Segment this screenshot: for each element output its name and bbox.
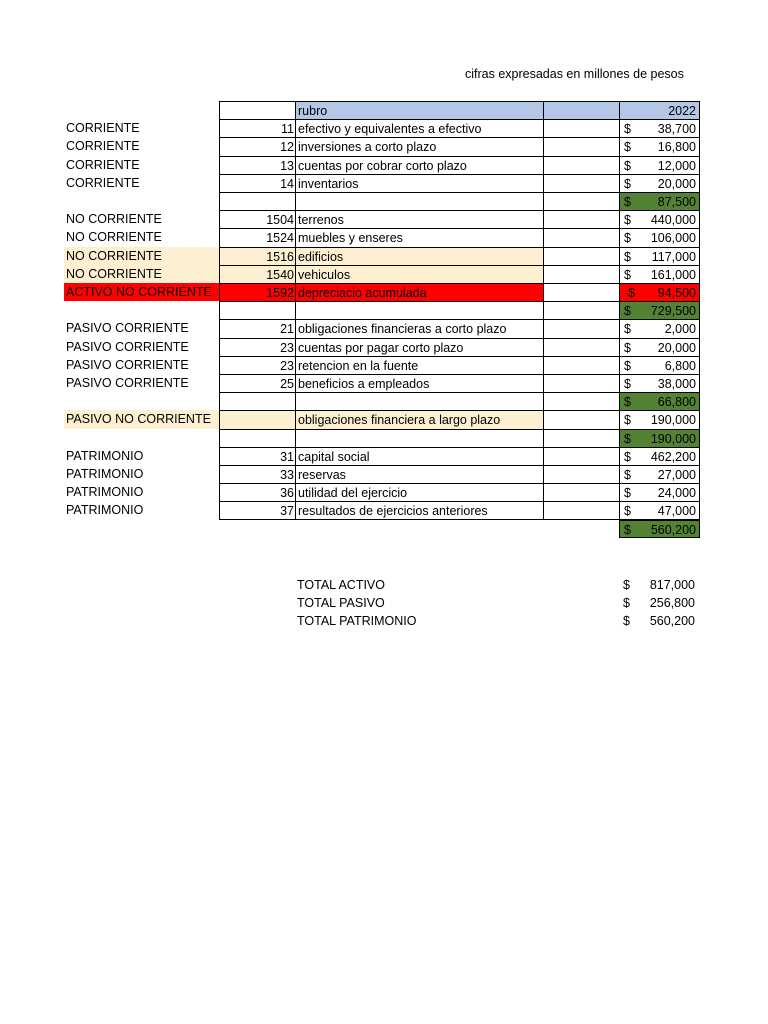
rubro-cell[interactable]: terrenos — [295, 210, 543, 228]
empty-cell[interactable] — [543, 283, 619, 301]
currency-symbol: $ — [624, 267, 631, 282]
classification-cell[interactable]: PATRIMONIO — [66, 485, 144, 500]
subtotal-row — [64, 392, 704, 410]
classification-cell[interactable]: PASIVO CORRIENTE — [66, 321, 189, 336]
value-cell[interactable] — [619, 210, 700, 228]
classification-cell[interactable]: CORRIENTE — [66, 139, 140, 154]
rubro-cell[interactable] — [295, 301, 543, 319]
rubro-cell[interactable]: efectivo y equivalentes a efectivo — [295, 119, 543, 137]
rubro-cell[interactable]: obligaciones financieras a corto plazo — [295, 319, 543, 337]
account-code-cell[interactable]: 1504 — [219, 210, 295, 228]
currency-symbol: $ — [624, 322, 631, 337]
account-code-cell[interactable]: 1592 — [219, 283, 295, 301]
subtotal-value[interactable] — [619, 429, 700, 447]
classification-cell[interactable]: NO CORRIENTE — [64, 265, 219, 283]
classification-cell[interactable]: CORRIENTE — [66, 175, 140, 190]
rubro-cell[interactable]: capital social — [295, 447, 543, 465]
empty-cell[interactable] — [543, 247, 619, 265]
rubro-cell[interactable]: cuentas por pagar corto plazo — [295, 338, 543, 356]
currency-symbol: $ — [624, 176, 631, 191]
rubro-cell[interactable]: inversiones a corto plazo — [295, 137, 543, 155]
empty-cell[interactable] — [543, 392, 619, 410]
classification-cell[interactable]: NO CORRIENTE — [64, 247, 219, 265]
header-empty-cell[interactable] — [543, 101, 619, 119]
empty-cell[interactable] — [543, 210, 619, 228]
code-cell[interactable] — [219, 301, 295, 319]
account-code-cell[interactable]: 23 — [219, 356, 295, 374]
subtotal-amount: 87,500 — [657, 195, 696, 209]
amount: 20,000 — [657, 176, 696, 191]
units-note: cifras expresadas en millones de pesos — [465, 67, 684, 81]
currency-symbol: $ — [624, 413, 631, 428]
account-code-cell[interactable]: 23 — [219, 338, 295, 356]
rubro-cell[interactable]: vehiculos — [295, 265, 543, 283]
header-row — [64, 101, 704, 119]
currency-symbol: $ — [624, 486, 631, 501]
classification-cell[interactable]: CORRIENTE — [66, 121, 140, 136]
header-year[interactable]: 2022 — [619, 101, 700, 119]
account-code-cell[interactable]: 13 — [219, 156, 295, 174]
header-code-cell[interactable] — [219, 101, 295, 119]
classification-cell[interactable]: PATRIMONIO — [66, 503, 144, 518]
currency-symbol: $ — [623, 596, 630, 611]
rubro-cell[interactable]: depreciacio acumulada — [295, 283, 543, 301]
empty-cell[interactable] — [543, 465, 619, 483]
empty-cell[interactable] — [543, 228, 619, 246]
account-code-cell[interactable]: 25 — [219, 374, 295, 392]
rubro-cell[interactable] — [295, 192, 543, 210]
amount: 94,500 — [657, 286, 696, 300]
subtotal-row — [64, 429, 704, 447]
amount: 161,000 — [650, 267, 696, 282]
amount: 12,000 — [657, 158, 696, 173]
subtotal-amount: 66,800 — [657, 395, 696, 410]
amount: 440,000 — [650, 213, 696, 228]
table-row — [64, 265, 704, 283]
amount: 20,000 — [657, 340, 696, 355]
empty-cell[interactable] — [543, 301, 619, 319]
currency-symbol: $ — [624, 377, 631, 391]
account-code-cell[interactable]: 21 — [219, 319, 295, 337]
total-label: TOTAL PASIVO — [297, 596, 385, 611]
header-rubro[interactable]: rubro — [295, 101, 543, 119]
currency-symbol: $ — [623, 614, 630, 629]
empty-cell[interactable] — [543, 429, 619, 447]
empty-cell[interactable] — [543, 174, 619, 192]
currency-symbol: $ — [624, 522, 631, 537]
currency-symbol: $ — [624, 340, 631, 355]
table-row — [64, 501, 704, 519]
table-row — [64, 338, 704, 356]
empty-cell[interactable] — [543, 265, 619, 283]
amount: 38,000 — [657, 377, 696, 391]
account-code-cell[interactable]: 37 — [219, 501, 295, 519]
empty-cell[interactable] — [543, 119, 619, 137]
currency-symbol: $ — [624, 431, 631, 446]
table-row — [64, 174, 704, 192]
currency-symbol: $ — [624, 213, 631, 228]
amount: 16,800 — [657, 140, 696, 155]
value-cell[interactable] — [619, 265, 700, 283]
subtotal-value[interactable] — [619, 520, 700, 538]
amount: 462,200 — [650, 449, 696, 464]
account-code-cell[interactable]: 1516 — [219, 247, 295, 265]
amount: 27,000 — [657, 468, 696, 482]
total-label: TOTAL PATRIMONIO — [297, 614, 417, 629]
currency-symbol: $ — [624, 358, 631, 373]
rubro-cell[interactable]: muebles y enseres — [295, 228, 543, 246]
value-cell[interactable] — [619, 356, 700, 374]
rubro-cell[interactable]: reservas — [295, 465, 543, 483]
account-code-cell[interactable]: 33 — [219, 465, 295, 483]
amount: 47,000 — [657, 504, 696, 519]
currency-symbol: $ — [624, 504, 631, 519]
rubro-cell[interactable]: resultados de ejercicios anteriores — [295, 501, 543, 519]
code-cell[interactable] — [219, 429, 295, 447]
rubro-cell[interactable]: inventarios — [295, 174, 543, 192]
currency-symbol: $ — [624, 158, 631, 173]
total-label: TOTAL ACTIVO — [297, 578, 385, 592]
code-cell[interactable] — [219, 392, 295, 410]
account-code-cell[interactable]: 11 — [219, 119, 295, 137]
empty-cell[interactable] — [543, 137, 619, 155]
account-code-cell[interactable]: 12 — [219, 137, 295, 155]
value-cell[interactable] — [619, 501, 700, 519]
classification-cell[interactable]: PATRIMONIO — [66, 467, 144, 481]
currency-symbol: $ — [624, 195, 631, 209]
classification-cell[interactable]: CORRIENTE — [66, 157, 140, 172]
classification-cell[interactable]: NO CORRIENTE — [66, 212, 162, 227]
empty-cell[interactable] — [543, 501, 619, 519]
rubro-cell[interactable]: retencion en la fuente — [295, 356, 543, 374]
empty-cell[interactable] — [543, 192, 619, 210]
rubro-cell[interactable]: obligaciones financiera a largo plazo — [295, 410, 543, 428]
empty-cell[interactable] — [543, 356, 619, 374]
amount: 6,800 — [664, 358, 696, 373]
table-row — [64, 374, 704, 392]
empty-cell[interactable] — [543, 374, 619, 392]
classification-cell[interactable]: NO CORRIENTE — [66, 230, 162, 245]
amount: 24,000 — [657, 486, 696, 501]
table-row — [64, 137, 704, 155]
amount: 117,000 — [651, 249, 696, 264]
subtotal-row — [64, 301, 704, 319]
subtotal-value[interactable] — [619, 392, 700, 410]
classification-cell[interactable]: PASIVO CORRIENTE — [66, 376, 189, 390]
rubro-cell[interactable]: beneficios a empleados — [295, 374, 543, 392]
empty-cell[interactable] — [543, 483, 619, 501]
account-code-cell[interactable]: 1524 — [219, 228, 295, 246]
table-row — [64, 119, 704, 137]
table-row — [64, 283, 704, 301]
amount: 38,700 — [657, 122, 696, 137]
currency-symbol: $ — [624, 395, 631, 410]
currency-symbol: $ — [624, 468, 631, 482]
table-row — [64, 447, 704, 465]
total-amount: 817,000 — [649, 578, 695, 592]
table-row — [64, 483, 704, 501]
subtotal-row — [64, 520, 704, 538]
empty-cell[interactable] — [543, 338, 619, 356]
empty-cell[interactable] — [543, 319, 619, 337]
empty-cell[interactable] — [543, 447, 619, 465]
total-amount: 560,200 — [649, 614, 695, 629]
currency-symbol: $ — [624, 249, 631, 264]
value-cell[interactable] — [619, 483, 700, 501]
amount: 2,000 — [664, 322, 696, 337]
subtotal-value[interactable] — [619, 192, 700, 210]
classification-cell[interactable]: PASIVO CORRIENTE — [66, 357, 189, 372]
value-cell[interactable] — [619, 465, 700, 483]
code-cell[interactable] — [219, 192, 295, 210]
amount: 190,000 — [650, 413, 696, 428]
account-code-cell[interactable]: 36 — [219, 483, 295, 501]
table-row — [64, 356, 704, 374]
value-cell[interactable] — [619, 410, 700, 428]
total-row — [297, 612, 707, 630]
account-code-cell[interactable] — [219, 410, 295, 428]
empty-cell[interactable] — [543, 156, 619, 174]
table-row — [64, 210, 704, 228]
rubro-cell[interactable] — [295, 429, 543, 447]
classification-cell[interactable]: PATRIMONIO — [66, 448, 144, 463]
account-code-cell[interactable]: 14 — [219, 174, 295, 192]
value-cell[interactable] — [619, 119, 700, 137]
account-code-cell[interactable]: 1540 — [219, 265, 295, 283]
currency-symbol: $ — [624, 231, 631, 246]
table-row — [64, 410, 704, 428]
rubro-cell[interactable]: cuentas por cobrar corto plazo — [295, 156, 543, 174]
value-cell[interactable] — [619, 137, 700, 155]
table-row — [64, 156, 704, 174]
subtotal-value[interactable] — [619, 301, 700, 319]
currency-symbol: $ — [624, 449, 631, 464]
value-cell[interactable] — [619, 338, 700, 356]
rubro-cell[interactable] — [295, 392, 543, 410]
total-row — [297, 594, 707, 612]
classification-cell[interactable]: ACTIVO NO CORRIENTE — [64, 283, 219, 301]
subtotal-amount: 190,000 — [650, 431, 696, 446]
amount: 106,000 — [650, 231, 696, 246]
table-row — [64, 228, 704, 246]
currency-symbol: $ — [624, 122, 631, 137]
table-row — [64, 247, 704, 265]
currency-symbol: $ — [624, 304, 631, 319]
subtotal-row — [64, 192, 704, 210]
account-code-cell[interactable]: 31 — [219, 447, 295, 465]
subtotal-amount: 729,500 — [650, 304, 696, 319]
table-row — [64, 319, 704, 337]
value-cell[interactable] — [619, 374, 700, 392]
empty-cell[interactable] — [543, 410, 619, 428]
value-cell[interactable] — [619, 319, 700, 337]
value-cell[interactable] — [619, 447, 700, 465]
currency-symbol: $ — [623, 578, 630, 592]
classification-cell[interactable]: PASIVO NO CORRIENTE — [64, 410, 219, 428]
rubro-cell[interactable]: edificios — [295, 247, 543, 265]
value-cell[interactable] — [619, 156, 700, 174]
currency-symbol: -$ — [624, 286, 636, 300]
rubro-cell[interactable]: utilidad del ejercicio — [295, 483, 543, 501]
classification-cell[interactable]: PASIVO CORRIENTE — [66, 339, 189, 354]
total-amount: 256,800 — [649, 596, 695, 611]
currency-symbol: $ — [624, 140, 631, 155]
value-cell[interactable] — [619, 247, 700, 265]
total-row — [297, 576, 707, 594]
subtotal-amount: 560,200 — [650, 522, 696, 537]
value-cell[interactable] — [619, 228, 700, 246]
table-row — [64, 465, 704, 483]
value-cell[interactable] — [619, 283, 700, 301]
value-cell[interactable] — [619, 174, 700, 192]
